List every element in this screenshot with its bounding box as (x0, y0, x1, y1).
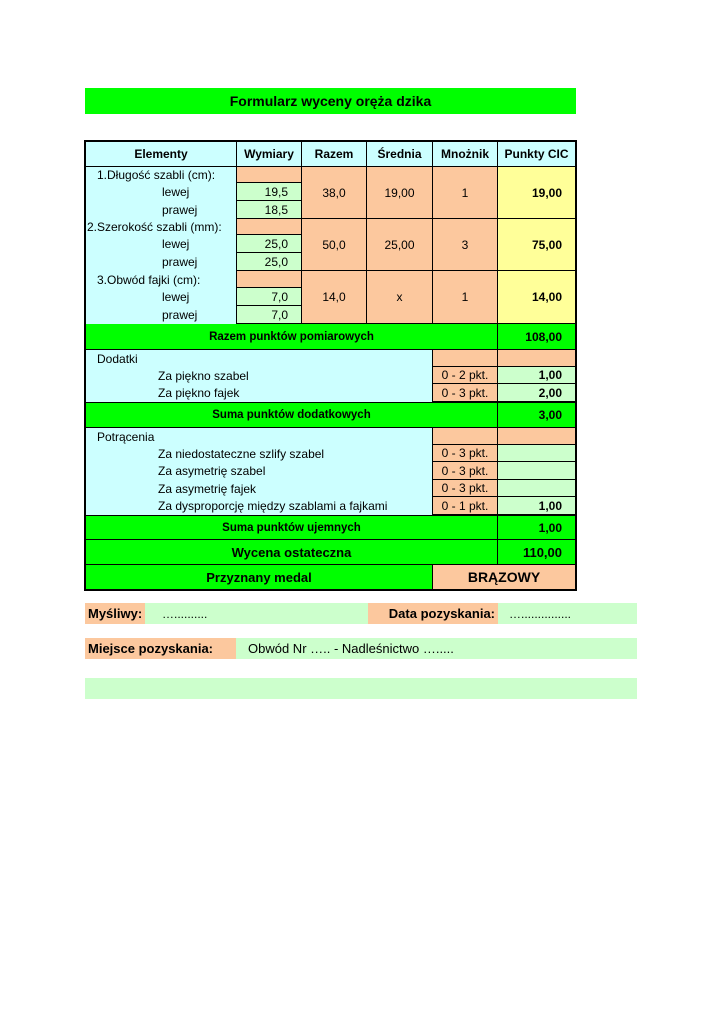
group-1-srednia: 19,00 (366, 167, 432, 219)
group-1-punkty: 19,00 (497, 167, 575, 219)
potracenia-item-4-value[interactable]: 1,00 (497, 497, 575, 515)
suma-ujemnych-label: Suma punktów ujemnych (86, 515, 497, 540)
group-1-mnoznik: 1 (432, 167, 497, 219)
potracenia-item-2-value[interactable] (497, 462, 575, 480)
suma-dodatkowych-value: 3,00 (497, 402, 575, 428)
group-3-label: 3.Obwód fajki (cm): (97, 272, 201, 287)
potracenia-item-3-label: Za asymetrię fajek (158, 481, 257, 496)
potracenia-item-2-range: 0 - 3 pkt. (432, 462, 497, 480)
group-2-lewej-label: lewej (162, 237, 190, 251)
potracenia-item-3-range: 0 - 3 pkt. (432, 480, 497, 497)
header-wymiary: Wymiary (236, 142, 301, 167)
medal-label: Przyznany medal (86, 565, 432, 589)
group-2-prawej-value[interactable]: 25,0 (236, 253, 301, 271)
mysliwy-label: Myśliwy: (85, 603, 145, 624)
suma-dodatkowych-label: Suma punktów dodatkowych (86, 402, 497, 428)
dodatki-value-header (497, 350, 575, 367)
suma-ujemnych-value: 1,00 (497, 515, 575, 540)
group-1-razem: 38,0 (301, 167, 366, 219)
razem-pomiarowych-value: 108,00 (497, 324, 575, 350)
miejsce-pozyskania-label: Miejsce pozyskania: (85, 638, 236, 659)
header-razem: Razem (301, 142, 366, 167)
dodatki-item-2-label: Za piękno fajek (158, 386, 240, 400)
potracenia-range-header (432, 428, 497, 445)
group-3-razem: 14,0 (301, 271, 366, 324)
group-3-prawej-value[interactable]: 7,0 (236, 306, 301, 324)
form-title: Formularz wyceny oręża dzika (85, 88, 576, 114)
empty-note-row[interactable] (85, 678, 637, 699)
wycena-value: 110,00 (497, 540, 575, 565)
dodatki-range-header (432, 350, 497, 367)
potracenia-item-1-range: 0 - 3 pkt. (432, 445, 497, 462)
potracenia-heading: Potrącenia (97, 429, 155, 444)
group-2-srednia: 25,00 (366, 219, 432, 271)
medal-value: BRĄZOWY (432, 565, 575, 589)
potracenia-item-4-label: Za dysproporcję między szablami a fajkami (158, 499, 388, 513)
dodatki-item-2-range: 0 - 3 pkt. (432, 384, 497, 402)
header-mnoznik: Mnożnik (432, 142, 497, 167)
group-2-header-cell (236, 219, 301, 235)
group-2-label: 2.Szerokość szabli (mm): (87, 220, 222, 234)
dodatki-item-1-range: 0 - 2 pkt. (432, 367, 497, 384)
group-3-srednia: x (366, 271, 432, 324)
group-3-prawej-label: prawej (162, 308, 198, 322)
group-1-lewej-label: lewej (162, 185, 190, 199)
group-3-header-cell (236, 271, 301, 288)
group-1-prawej-value[interactable]: 18,5 (236, 201, 301, 219)
potracenia-item-1-label: Za niedostateczne szlify szabel (158, 446, 325, 461)
dodatki-heading: Dodatki (97, 351, 138, 366)
data-pozyskania-value[interactable]: …............... (509, 606, 572, 621)
group-2-prawej-label: prawej (162, 255, 198, 269)
group-1-header-cell (236, 167, 301, 183)
data-pozyskania-label: Data pozyskania: (368, 603, 498, 624)
mysliwy-value[interactable]: ….......... (162, 606, 208, 621)
dodatki-item-2-value[interactable]: 2,00 (497, 384, 575, 402)
group-2-razem: 50,0 (301, 219, 366, 271)
potracenia-item-3-value[interactable] (497, 480, 575, 497)
header-punkty: Punkty CIC (497, 142, 575, 167)
group-2-mnoznik: 3 (432, 219, 497, 271)
group-1-lewej-value[interactable]: 19,5 (236, 183, 301, 201)
header-elementy: Elementy (86, 142, 236, 167)
potracenia-value-header (497, 428, 575, 445)
dodatki-item-1-value[interactable]: 1,00 (497, 367, 575, 384)
group-2-punkty: 75,00 (497, 219, 575, 271)
group-1-label: 1.Długość szabli (cm): (97, 168, 216, 182)
dodatki-item-1-label: Za piękno szabel (158, 368, 249, 383)
group-2-lewej-value[interactable]: 25,0 (236, 235, 301, 253)
group-3-punkty: 14,00 (497, 271, 575, 324)
wycena-label: Wycena ostateczna (86, 540, 497, 565)
group-1-prawej-label: prawej (162, 203, 198, 217)
group-3-mnoznik: 1 (432, 271, 497, 324)
razem-pomiarowych-label: Razem punktów pomiarowych (86, 324, 497, 350)
group-3-lewej-value[interactable]: 7,0 (236, 288, 301, 306)
miejsce-pozyskania-value[interactable]: Obwód Nr ….. - Nadleśnictwo …..... (248, 641, 454, 656)
potracenia-item-4-range: 0 - 1 pkt. (432, 497, 497, 515)
header-srednia: Średnia (366, 142, 432, 167)
potracenia-item-2-label: Za asymetrię szabel (158, 464, 266, 478)
group-3-lewej-label: lewej (162, 290, 190, 304)
potracenia-item-1-value[interactable] (497, 445, 575, 462)
